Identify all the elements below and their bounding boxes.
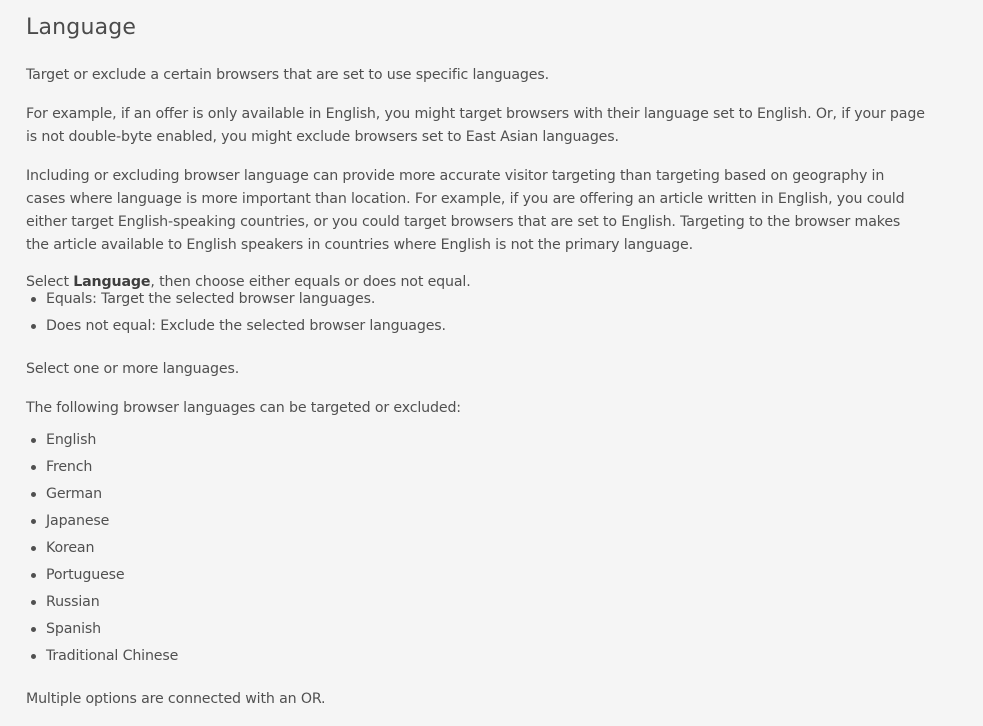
list-item: [26, 616, 178, 643]
bullet-icon: [31, 600, 36, 605]
list-item: [26, 508, 178, 535]
language-portuguese: Portuguese: [46, 567, 125, 583]
list-item: [26, 535, 178, 562]
bullet-icon: [31, 492, 36, 497]
select-suffix: , then choose either equals or does not equal.: [150, 274, 471, 290]
footer-note: Multiple options are connected with an OR.: [26, 691, 326, 707]
bullet-icon: [31, 573, 36, 578]
language-list: [26, 427, 178, 670]
language-traditional-chinese: Traditional Chinese: [46, 648, 179, 664]
page-title: Language: [26, 15, 137, 40]
list-item: [26, 454, 178, 481]
bullet-icon: [31, 438, 36, 443]
detail-paragraph: Including or excluding browser language can provide more accurate visitor targeting than targeting based on geography in cases where language is more important than location. For example, if you are offering an article written in English, you could either target English-speaking countries, or you could target browsers that are set to English. Targeting to the browser makes the article available to English speakers in countries where English is not the primary language.: [26, 168, 905, 253]
select-one-paragraph: Select one or more languages.: [26, 361, 240, 377]
bullet-icon: [31, 546, 36, 551]
bullet-icon: [31, 465, 36, 470]
list-item: [26, 427, 178, 454]
languages-intro: The following browser languages can be targeted or excluded:: [26, 400, 461, 416]
list-item: [26, 481, 178, 508]
language-spanish: Spanish: [46, 621, 101, 637]
language-japanese: Japanese: [46, 513, 110, 529]
list-item: [26, 589, 178, 616]
intro-paragraph: Target or exclude a certain browsers that are set to use specific languages.: [26, 67, 549, 83]
bullet-icon: [31, 297, 36, 302]
list-item: [26, 562, 178, 589]
bullet-icon: [31, 324, 36, 329]
language-russian: Russian: [46, 594, 100, 610]
language-korean: Korean: [46, 540, 95, 556]
list-item: [26, 643, 178, 670]
operator-not-equals: Does not equal: Exclude the selected browser languages.: [46, 318, 446, 334]
list-item: [26, 286, 446, 313]
select-prefix: Select: [26, 274, 74, 290]
list-item: [26, 313, 446, 340]
bullet-icon: [31, 519, 36, 524]
bullet-icon: [31, 627, 36, 632]
operator-equals: Equals: Target the selected browser languages.: [46, 291, 376, 307]
example-paragraph: For example, if an offer is only available in English, you might target browsers with their language set to English. Or, if your page is not double-byte enabled, you might exclude browsers set to East Asian languages.: [26, 106, 925, 145]
language-german: German: [46, 486, 102, 502]
bullet-icon: [31, 654, 36, 659]
operator-list: [26, 286, 446, 340]
language-english: English: [46, 432, 97, 448]
select-keyword: Language: [73, 274, 151, 290]
language-french: French: [46, 459, 93, 475]
